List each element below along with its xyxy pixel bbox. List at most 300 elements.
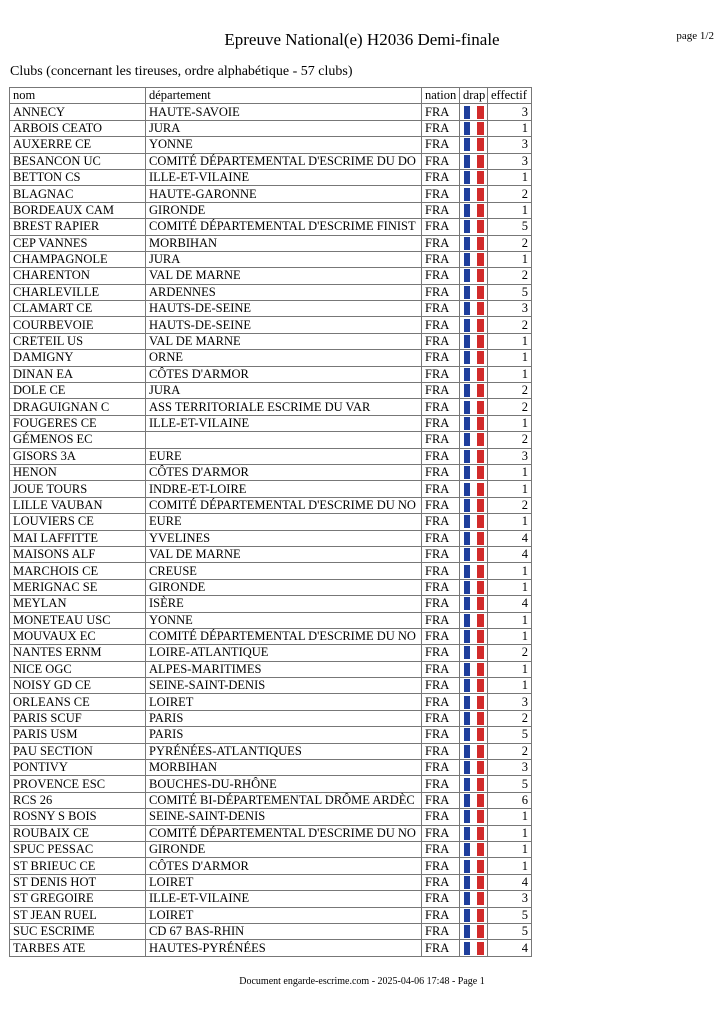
- table-row: [10, 841, 532, 857]
- club-name-cell: GÉMENOS EC: [10, 432, 146, 448]
- club-name-cell: CRETEIL US: [10, 333, 146, 349]
- flag-cell: [460, 284, 488, 300]
- clubs-table: [9, 87, 532, 957]
- club-name-cell: FOUGERES CE: [10, 415, 146, 431]
- nation-cell: FRA: [422, 710, 460, 726]
- nation-cell: FRA: [422, 169, 460, 185]
- club-name-cell: NICE OGC: [10, 661, 146, 677]
- department-cell: INDRE-ET-LOIRE: [146, 481, 422, 497]
- nation-cell: FRA: [422, 858, 460, 874]
- department-cell: COMITÉ BI-DÉPARTEMENTAL DRÔME ARDÈC: [146, 792, 422, 808]
- france-flag-icon: [464, 319, 484, 332]
- flag-cell: [460, 825, 488, 841]
- flag-cell: [460, 563, 488, 579]
- flag-cell: [460, 448, 488, 464]
- flag-cell: [460, 104, 488, 120]
- france-flag-icon: [464, 253, 484, 266]
- table-row: [10, 169, 532, 185]
- nation-cell: FRA: [422, 415, 460, 431]
- effectif-cell: 2: [488, 235, 532, 251]
- page-footer: Document engarde-escrime.com - 2025-04-06 17:48 - Page 1: [239, 976, 485, 987]
- flag-cell: [460, 415, 488, 431]
- flag-cell: [460, 858, 488, 874]
- effectif-cell: 2: [488, 743, 532, 759]
- club-name-cell: ST BRIEUC CE: [10, 858, 146, 874]
- france-flag-icon: [464, 646, 484, 659]
- france-flag-icon: [464, 810, 484, 823]
- effectif-cell: 1: [488, 464, 532, 480]
- club-name-cell: ROUBAIX CE: [10, 825, 146, 841]
- effectif-cell: 1: [488, 481, 532, 497]
- flag-cell: [460, 760, 488, 776]
- effectif-cell: 3: [488, 104, 532, 120]
- table-row: [10, 858, 532, 874]
- effectif-cell: 5: [488, 776, 532, 792]
- department-cell: MORBIHAN: [146, 235, 422, 251]
- flag-cell: [460, 301, 488, 317]
- department-cell: YVELINES: [146, 530, 422, 546]
- nation-cell: FRA: [422, 743, 460, 759]
- department-cell: ILLE-ET-VILAINE: [146, 169, 422, 185]
- flag-cell: [460, 907, 488, 923]
- club-name-cell: CHAMPAGNOLE: [10, 251, 146, 267]
- column-header-effectif: effectif: [488, 88, 532, 104]
- table-row: [10, 661, 532, 677]
- nation-cell: FRA: [422, 317, 460, 333]
- flag-cell: [460, 596, 488, 612]
- france-flag-icon: [464, 827, 484, 840]
- club-name-cell: MAI LAFFITTE: [10, 530, 146, 546]
- department-cell: COMITÉ DÉPARTEMENTAL D'ESCRIME DU NO: [146, 497, 422, 513]
- france-flag-icon: [464, 745, 484, 758]
- nation-cell: FRA: [422, 497, 460, 513]
- flag-cell: [460, 727, 488, 743]
- flag-cell: [460, 399, 488, 415]
- france-flag-icon: [464, 171, 484, 184]
- department-cell: EURE: [146, 448, 422, 464]
- france-flag-icon: [464, 122, 484, 135]
- flag-cell: [460, 153, 488, 169]
- france-flag-icon: [464, 237, 484, 250]
- club-name-cell: NOISY GD CE: [10, 678, 146, 694]
- club-name-cell: BREST RAPIER: [10, 219, 146, 235]
- flag-cell: [460, 792, 488, 808]
- france-flag-icon: [464, 269, 484, 282]
- table-row: [10, 579, 532, 595]
- flag-cell: [460, 546, 488, 562]
- nation-cell: FRA: [422, 251, 460, 267]
- club-name-cell: MERIGNAC SE: [10, 579, 146, 595]
- table-row: [10, 333, 532, 349]
- nation-cell: FRA: [422, 727, 460, 743]
- table-row: [10, 628, 532, 644]
- effectif-cell: 1: [488, 825, 532, 841]
- effectif-cell: 1: [488, 858, 532, 874]
- flag-cell: [460, 169, 488, 185]
- france-flag-icon: [464, 155, 484, 168]
- effectif-cell: 4: [488, 530, 532, 546]
- effectif-cell: 1: [488, 809, 532, 825]
- table-row: [10, 612, 532, 628]
- table-row: [10, 940, 532, 956]
- effectif-cell: 5: [488, 284, 532, 300]
- table-row: [10, 366, 532, 382]
- table-row: [10, 514, 532, 530]
- effectif-cell: 1: [488, 350, 532, 366]
- table-row: [10, 497, 532, 513]
- effectif-cell: 1: [488, 366, 532, 382]
- department-cell: COMITÉ DÉPARTEMENTAL D'ESCRIME FINIST: [146, 219, 422, 235]
- nation-cell: FRA: [422, 366, 460, 382]
- club-name-cell: ROSNY S BOIS: [10, 809, 146, 825]
- effectif-cell: 3: [488, 760, 532, 776]
- france-flag-icon: [464, 351, 484, 364]
- france-flag-icon: [464, 778, 484, 791]
- table-row: [10, 219, 532, 235]
- table-row: [10, 120, 532, 136]
- club-name-cell: MARCHOIS CE: [10, 563, 146, 579]
- department-cell: ILLE-ET-VILAINE: [146, 891, 422, 907]
- effectif-cell: 4: [488, 940, 532, 956]
- effectif-cell: 5: [488, 907, 532, 923]
- effectif-cell: 2: [488, 186, 532, 202]
- club-name-cell: CEP VANNES: [10, 235, 146, 251]
- france-flag-icon: [464, 433, 484, 446]
- effectif-cell: 1: [488, 628, 532, 644]
- effectif-cell: 1: [488, 169, 532, 185]
- flag-cell: [460, 317, 488, 333]
- nation-cell: FRA: [422, 563, 460, 579]
- france-flag-icon: [464, 417, 484, 430]
- table-row: [10, 645, 532, 661]
- nation-cell: FRA: [422, 874, 460, 890]
- column-header-nom: nom: [10, 88, 146, 104]
- flag-cell: [460, 809, 488, 825]
- table-row: [10, 317, 532, 333]
- club-name-cell: LOUVIERS CE: [10, 514, 146, 530]
- table-row: [10, 350, 532, 366]
- table-row: [10, 464, 532, 480]
- flag-cell: [460, 333, 488, 349]
- effectif-cell: 2: [488, 317, 532, 333]
- club-name-cell: NANTES ERNM: [10, 645, 146, 661]
- department-cell: COMITÉ DÉPARTEMENTAL D'ESCRIME DU NO: [146, 825, 422, 841]
- flag-cell: [460, 432, 488, 448]
- club-name-cell: PARIS USM: [10, 727, 146, 743]
- table-row: [10, 563, 532, 579]
- france-flag-icon: [464, 188, 484, 201]
- effectif-cell: 1: [488, 202, 532, 218]
- nation-cell: FRA: [422, 137, 460, 153]
- club-name-cell: LILLE VAUBAN: [10, 497, 146, 513]
- table-row: [10, 251, 532, 267]
- nation-cell: FRA: [422, 202, 460, 218]
- france-flag-icon: [464, 663, 484, 676]
- flag-cell: [460, 137, 488, 153]
- department-cell: ARDENNES: [146, 284, 422, 300]
- club-name-cell: DINAN EA: [10, 366, 146, 382]
- column-header-departement: département: [146, 88, 422, 104]
- flag-cell: [460, 481, 488, 497]
- effectif-cell: 2: [488, 268, 532, 284]
- flag-cell: [460, 612, 488, 628]
- france-flag-icon: [464, 614, 484, 627]
- flag-cell: [460, 219, 488, 235]
- france-flag-icon: [464, 401, 484, 414]
- club-name-cell: HENON: [10, 464, 146, 480]
- flag-cell: [460, 710, 488, 726]
- flag-cell: [460, 350, 488, 366]
- effectif-cell: 3: [488, 694, 532, 710]
- department-cell: YONNE: [146, 137, 422, 153]
- effectif-cell: 3: [488, 301, 532, 317]
- effectif-cell: 1: [488, 612, 532, 628]
- table-row: [10, 481, 532, 497]
- nation-cell: FRA: [422, 219, 460, 235]
- france-flag-icon: [464, 860, 484, 873]
- france-flag-icon: [464, 909, 484, 922]
- nation-cell: FRA: [422, 825, 460, 841]
- effectif-cell: 1: [488, 120, 532, 136]
- department-cell: [146, 432, 422, 448]
- club-name-cell: MONETEAU USC: [10, 612, 146, 628]
- department-cell: MORBIHAN: [146, 760, 422, 776]
- table-row: [10, 710, 532, 726]
- table-row: [10, 432, 532, 448]
- france-flag-icon: [464, 286, 484, 299]
- effectif-cell: 4: [488, 874, 532, 890]
- effectif-cell: 1: [488, 678, 532, 694]
- club-name-cell: ST JEAN RUEL: [10, 907, 146, 923]
- department-cell: SEINE-SAINT-DENIS: [146, 678, 422, 694]
- flag-cell: [460, 694, 488, 710]
- department-cell: HAUTES-PYRÉNÉES: [146, 940, 422, 956]
- flag-cell: [460, 383, 488, 399]
- department-cell: CÔTES D'ARMOR: [146, 858, 422, 874]
- department-cell: CÔTES D'ARMOR: [146, 366, 422, 382]
- flag-cell: [460, 235, 488, 251]
- flag-cell: [460, 874, 488, 890]
- flag-cell: [460, 661, 488, 677]
- department-cell: CREUSE: [146, 563, 422, 579]
- effectif-cell: 1: [488, 514, 532, 530]
- effectif-cell: 2: [488, 645, 532, 661]
- nation-cell: FRA: [422, 284, 460, 300]
- nation-cell: FRA: [422, 923, 460, 939]
- effectif-cell: 2: [488, 432, 532, 448]
- department-cell: JURA: [146, 120, 422, 136]
- effectif-cell: 3: [488, 137, 532, 153]
- department-cell: HAUTE-SAVOIE: [146, 104, 422, 120]
- effectif-cell: 4: [488, 546, 532, 562]
- france-flag-icon: [464, 138, 484, 151]
- nation-cell: FRA: [422, 907, 460, 923]
- club-name-cell: MOUVAUX EC: [10, 628, 146, 644]
- club-name-cell: ST DENIS HOT: [10, 874, 146, 890]
- effectif-cell: 1: [488, 579, 532, 595]
- club-name-cell: ARBOIS CEATO: [10, 120, 146, 136]
- flag-cell: [460, 940, 488, 956]
- flag-cell: [460, 645, 488, 661]
- nation-cell: FRA: [422, 760, 460, 776]
- table-row: [10, 809, 532, 825]
- nation-cell: FRA: [422, 448, 460, 464]
- department-cell: JURA: [146, 383, 422, 399]
- nation-cell: FRA: [422, 776, 460, 792]
- department-cell: COMITÉ DÉPARTEMENTAL D'ESCRIME DU NO: [146, 628, 422, 644]
- department-cell: VAL DE MARNE: [146, 268, 422, 284]
- france-flag-icon: [464, 499, 484, 512]
- department-cell: CD 67 BAS-RHIN: [146, 923, 422, 939]
- section-subtitle: Clubs (concernant les tireuses, ordre alphabétique - 57 clubs): [10, 64, 353, 79]
- column-header-nation: nation: [422, 88, 460, 104]
- club-name-cell: COURBEVOIE: [10, 317, 146, 333]
- table-row: [10, 678, 532, 694]
- flag-cell: [460, 514, 488, 530]
- nation-cell: FRA: [422, 694, 460, 710]
- nation-cell: FRA: [422, 579, 460, 595]
- table-row: [10, 760, 532, 776]
- france-flag-icon: [464, 565, 484, 578]
- department-cell: LOIRE-ATLANTIQUE: [146, 645, 422, 661]
- effectif-cell: 2: [488, 383, 532, 399]
- club-name-cell: CLAMART CE: [10, 301, 146, 317]
- department-cell: HAUTS-DE-SEINE: [146, 317, 422, 333]
- effectif-cell: 3: [488, 153, 532, 169]
- france-flag-icon: [464, 515, 484, 528]
- department-cell: ALPES-MARITIMES: [146, 661, 422, 677]
- club-name-cell: PONTIVY: [10, 760, 146, 776]
- france-flag-icon: [464, 335, 484, 348]
- france-flag-icon: [464, 794, 484, 807]
- page-number: page 1/2: [676, 30, 714, 42]
- effectif-cell: 6: [488, 792, 532, 808]
- table-row: [10, 546, 532, 562]
- club-name-cell: RCS 26: [10, 792, 146, 808]
- effectif-cell: 3: [488, 448, 532, 464]
- club-name-cell: AUXERRE CE: [10, 137, 146, 153]
- france-flag-icon: [464, 696, 484, 709]
- effectif-cell: 1: [488, 563, 532, 579]
- flag-cell: [460, 841, 488, 857]
- effectif-cell: 1: [488, 333, 532, 349]
- department-cell: HAUTE-GARONNE: [146, 186, 422, 202]
- club-name-cell: BESANCON UC: [10, 153, 146, 169]
- nation-cell: FRA: [422, 940, 460, 956]
- effectif-cell: 5: [488, 923, 532, 939]
- nation-cell: FRA: [422, 235, 460, 251]
- nation-cell: FRA: [422, 186, 460, 202]
- flag-cell: [460, 186, 488, 202]
- club-name-cell: GISORS 3A: [10, 448, 146, 464]
- france-flag-icon: [464, 942, 484, 955]
- table-row: [10, 694, 532, 710]
- france-flag-icon: [464, 728, 484, 741]
- page-title: Epreuve National(e) H2036 Demi-finale: [224, 30, 500, 49]
- department-cell: COMITÉ DÉPARTEMENTAL D'ESCRIME DU DO: [146, 153, 422, 169]
- club-name-cell: BORDEAUX CAM: [10, 202, 146, 218]
- club-name-cell: PROVENCE ESC: [10, 776, 146, 792]
- table-header-row: [10, 88, 532, 104]
- effectif-cell: 3: [488, 891, 532, 907]
- club-name-cell: ST GREGOIRE: [10, 891, 146, 907]
- table-row: [10, 137, 532, 153]
- table-row: [10, 399, 532, 415]
- nation-cell: FRA: [422, 596, 460, 612]
- france-flag-icon: [464, 892, 484, 905]
- nation-cell: FRA: [422, 153, 460, 169]
- nation-cell: FRA: [422, 841, 460, 857]
- table-row: [10, 596, 532, 612]
- department-cell: PYRÉNÉES-ATLANTIQUES: [146, 743, 422, 759]
- france-flag-icon: [464, 876, 484, 889]
- department-cell: CÔTES D'ARMOR: [146, 464, 422, 480]
- club-name-cell: DRAGUIGNAN C: [10, 399, 146, 415]
- department-cell: EURE: [146, 514, 422, 530]
- club-name-cell: ORLEANS CE: [10, 694, 146, 710]
- france-flag-icon: [464, 532, 484, 545]
- club-name-cell: CHARENTON: [10, 268, 146, 284]
- nation-cell: FRA: [422, 891, 460, 907]
- department-cell: ASS TERRITORIALE ESCRIME DU VAR: [146, 399, 422, 415]
- flag-cell: [460, 202, 488, 218]
- table-row: [10, 727, 532, 743]
- table-row: [10, 825, 532, 841]
- france-flag-icon: [464, 679, 484, 692]
- table-row: [10, 923, 532, 939]
- table-row: [10, 776, 532, 792]
- flag-cell: [460, 464, 488, 480]
- table-row: [10, 743, 532, 759]
- club-name-cell: CHARLEVILLE: [10, 284, 146, 300]
- france-flag-icon: [464, 843, 484, 856]
- table-row: [10, 530, 532, 546]
- nation-cell: FRA: [422, 399, 460, 415]
- club-name-cell: TARBES ATE: [10, 940, 146, 956]
- department-cell: JURA: [146, 251, 422, 267]
- effectif-cell: 1: [488, 415, 532, 431]
- table-row: [10, 186, 532, 202]
- france-flag-icon: [464, 106, 484, 119]
- flag-cell: [460, 743, 488, 759]
- department-cell: GIRONDE: [146, 579, 422, 595]
- france-flag-icon: [464, 548, 484, 561]
- club-name-cell: MAISONS ALF: [10, 546, 146, 562]
- flag-cell: [460, 579, 488, 595]
- france-flag-icon: [464, 302, 484, 315]
- club-name-cell: JOUE TOURS: [10, 481, 146, 497]
- nation-cell: FRA: [422, 350, 460, 366]
- nation-cell: FRA: [422, 809, 460, 825]
- club-name-cell: DAMIGNY: [10, 350, 146, 366]
- nation-cell: FRA: [422, 432, 460, 448]
- flag-cell: [460, 678, 488, 694]
- department-cell: BOUCHES-DU-RHÔNE: [146, 776, 422, 792]
- department-cell: YONNE: [146, 612, 422, 628]
- table-row: [10, 874, 532, 890]
- club-name-cell: SUC ESCRIME: [10, 923, 146, 939]
- nation-cell: FRA: [422, 120, 460, 136]
- france-flag-icon: [464, 483, 484, 496]
- effectif-cell: 1: [488, 841, 532, 857]
- france-flag-icon: [464, 204, 484, 217]
- table-row: [10, 268, 532, 284]
- department-cell: ILLE-ET-VILAINE: [146, 415, 422, 431]
- nation-cell: FRA: [422, 645, 460, 661]
- france-flag-icon: [464, 712, 484, 725]
- nation-cell: FRA: [422, 514, 460, 530]
- france-flag-icon: [464, 368, 484, 381]
